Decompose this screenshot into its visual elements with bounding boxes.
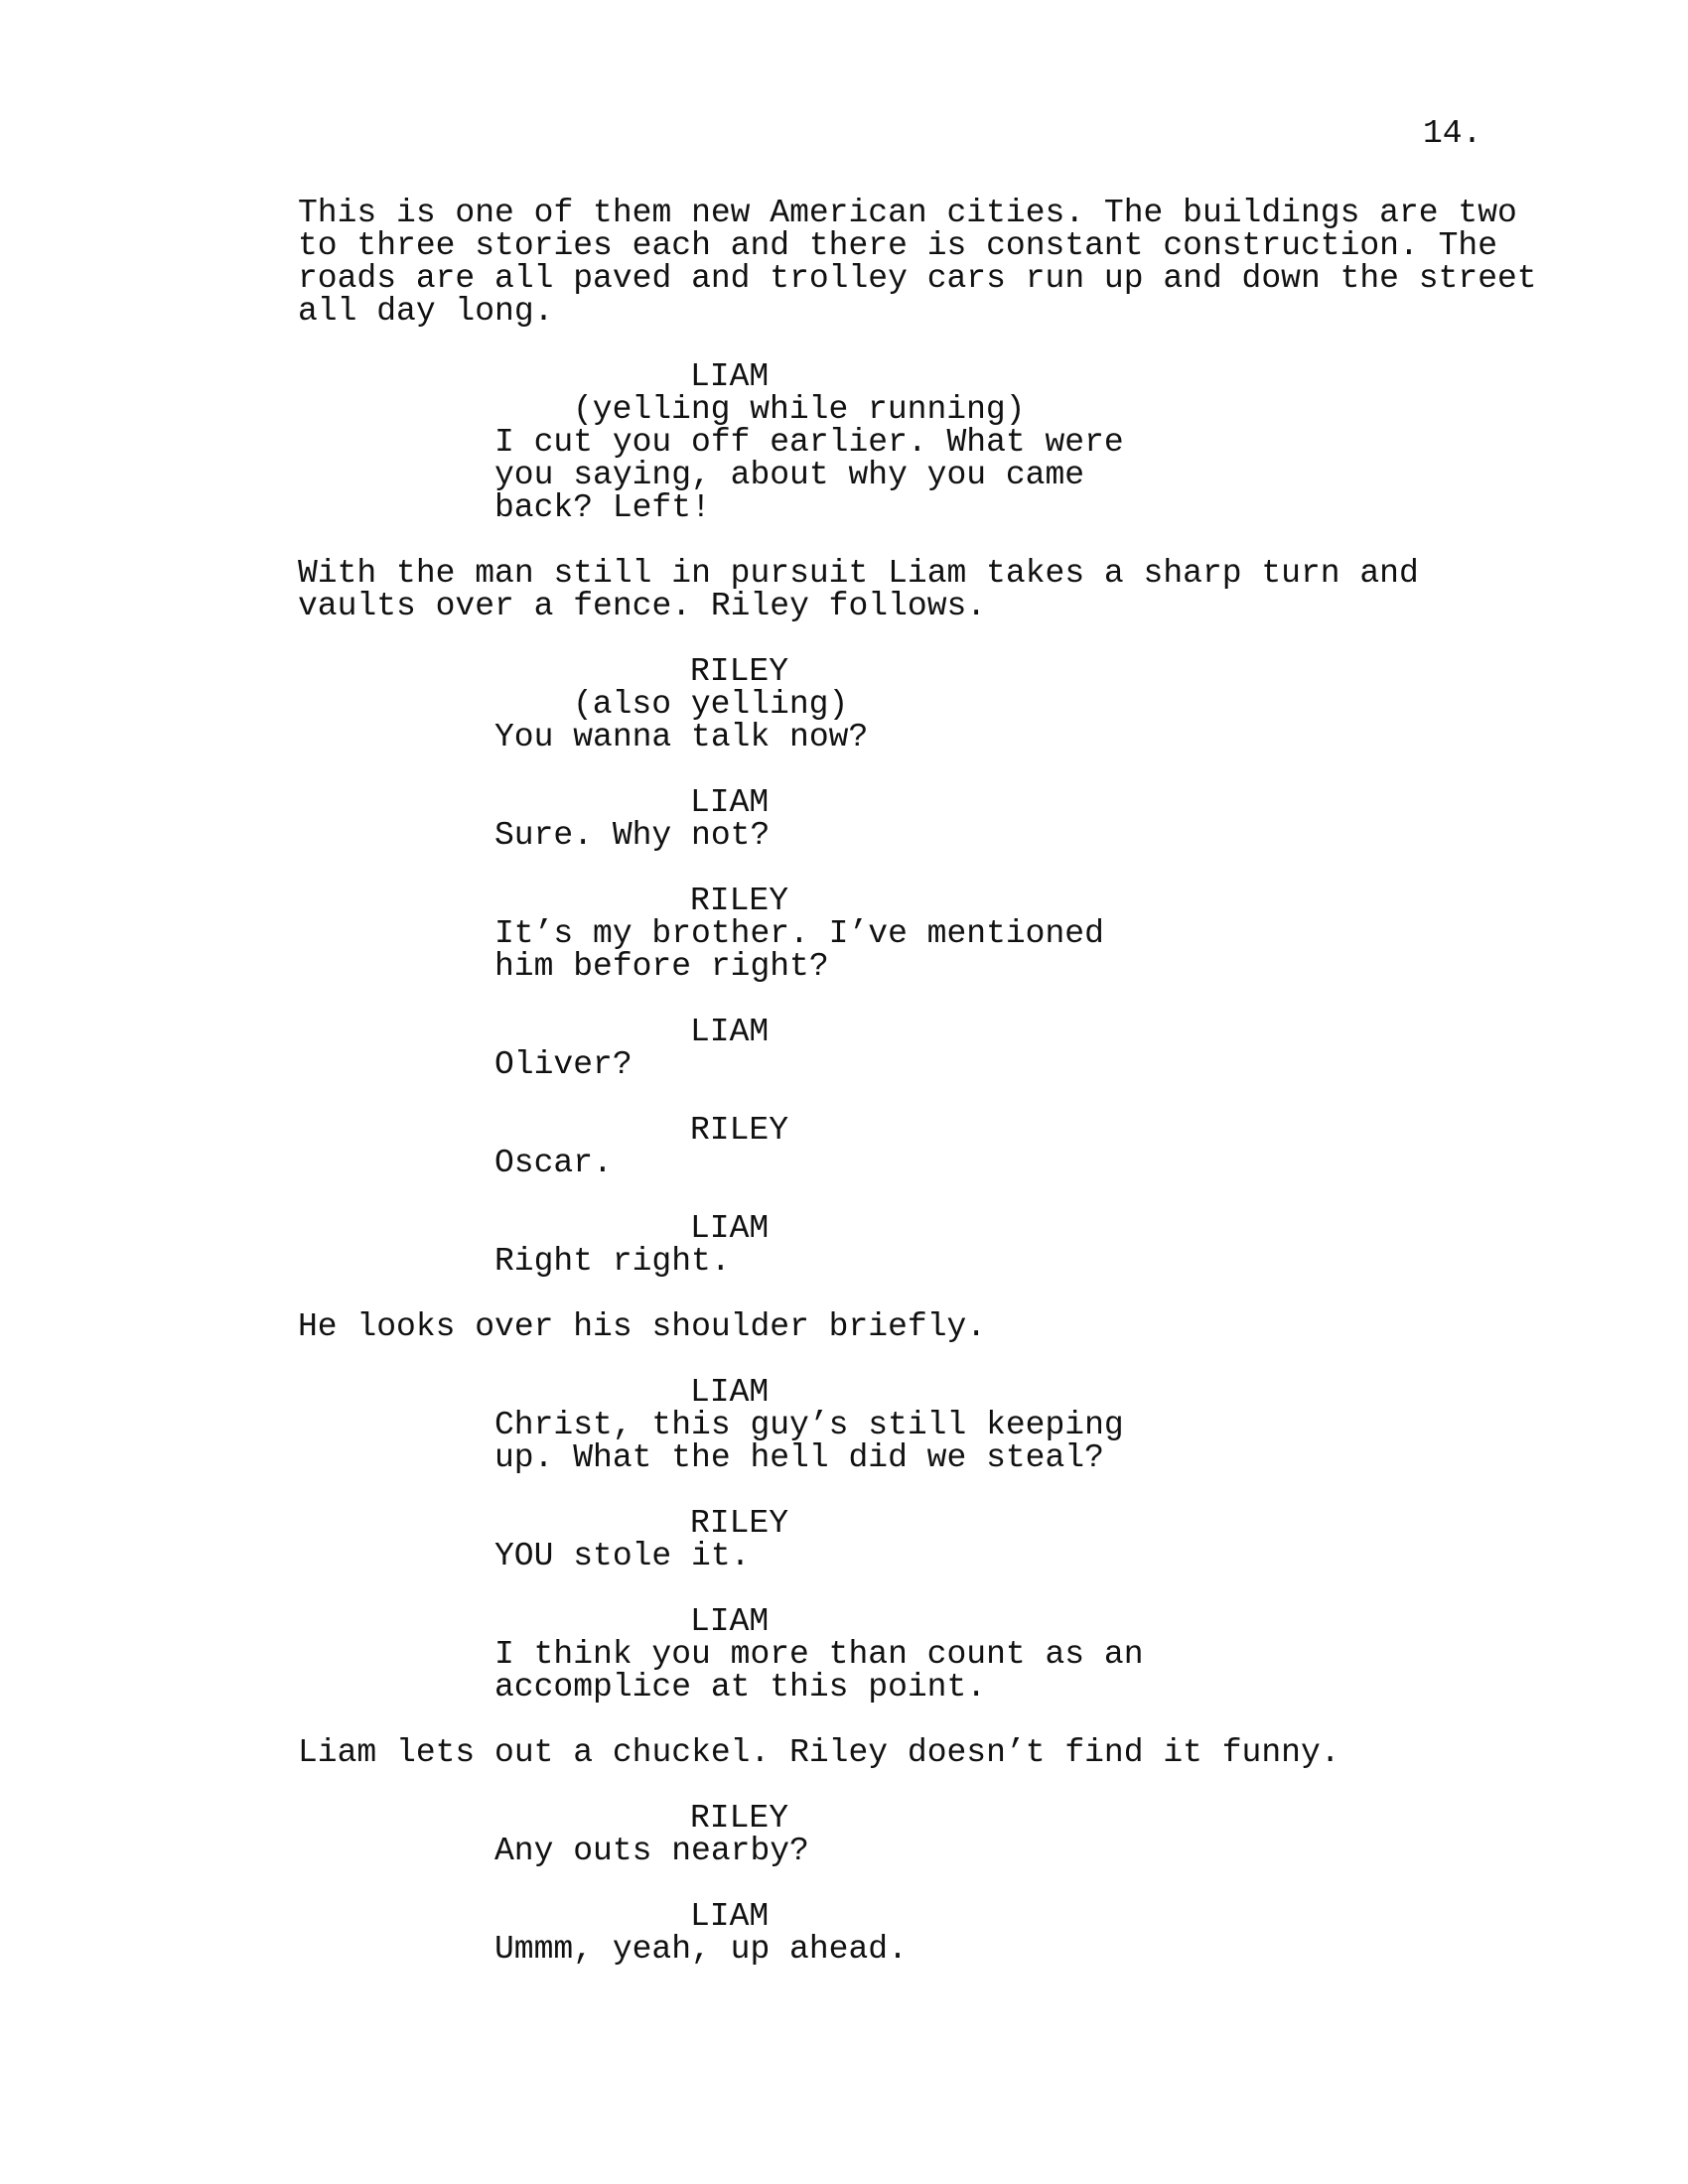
character-name: LIAM [690,1898,770,1935]
dialogue-line: YOU stole it. [494,1538,751,1574]
dialogue-line: Any outs nearby? [494,1833,809,1869]
action-line: He looks over his shoulder briefly. [298,1308,987,1345]
character-name: LIAM [690,358,770,395]
character-name: LIAM [690,1014,770,1050]
character-name: RILEY [690,1112,789,1149]
action-block [298,1736,1549,1769]
character-name: RILEY [690,883,789,919]
dialogue-block [0,1605,1688,1704]
dialogue-line: back? Left! [494,489,711,526]
dialogue-block [0,786,1688,852]
character-name: RILEY [690,1800,789,1837]
action-line: vaults over a fence. Riley follows. [298,588,987,624]
dialogue-block [0,655,1688,753]
action-block [298,557,1549,622]
action-line: to three stories each and there is constant construction. The [298,227,1497,264]
dialogue-block [0,1212,1688,1278]
action-line: roads are all paved and trolley cars run up and down the street [298,260,1537,297]
dialogue-line: I cut you off earlier. What were [494,424,1124,461]
page-number: 14. [1423,115,1482,152]
action-line: With the man still in pursuit Liam takes a sharp turn and [298,555,1419,592]
character-name: LIAM [690,784,770,821]
dialogue-block [0,1016,1688,1081]
action-block [298,197,1549,328]
dialogue-line: you saying, about why you came [494,457,1085,493]
dialogue-line: Ummm, yeah, up ahead. [494,1931,908,1968]
character-name: LIAM [690,1210,770,1247]
dialogue-block [0,885,1688,983]
dialogue-line: Sure. Why not? [494,817,771,854]
action-line: This is one of them new American cities. The buildings are two [298,195,1517,231]
dialogue-line: Oscar. [494,1145,613,1181]
dialogue-line: It’s my brother. I’ve mentioned [494,915,1104,952]
dialogue-line: up. What the hell did we steal? [494,1439,1104,1476]
character-name: LIAM [690,1374,770,1411]
dialogue-line: accomplice at this point. [494,1669,987,1706]
dialogue-line: Christ, this guy’s still keeping [494,1407,1124,1443]
dialogue-line: Oliver? [494,1046,633,1083]
dialogue-block [0,1376,1688,1474]
character-name: LIAM [690,1603,770,1640]
dialogue-line: You wanna talk now? [494,719,869,755]
dialogue-block [0,1802,1688,1867]
dialogue-line: Right right. [494,1243,731,1280]
action-block [298,1310,1549,1343]
parenthetical: (also yelling) [573,686,849,723]
parenthetical: (yelling while running) [573,391,1026,428]
dialogue-block [0,1507,1688,1572]
action-line: all day long. [298,293,554,330]
action-line: Liam lets out a chuckel. Riley doesn’t find it funny. [298,1734,1340,1771]
dialogue-line: I think you more than count as an [494,1636,1144,1673]
dialogue-block [0,360,1688,524]
screenplay-body [0,197,1688,1998]
dialogue-block [0,1900,1688,1966]
dialogue-line: him before right? [494,948,829,985]
character-name: RILEY [690,1505,789,1542]
dialogue-block [0,1114,1688,1179]
character-name: RILEY [690,653,789,690]
